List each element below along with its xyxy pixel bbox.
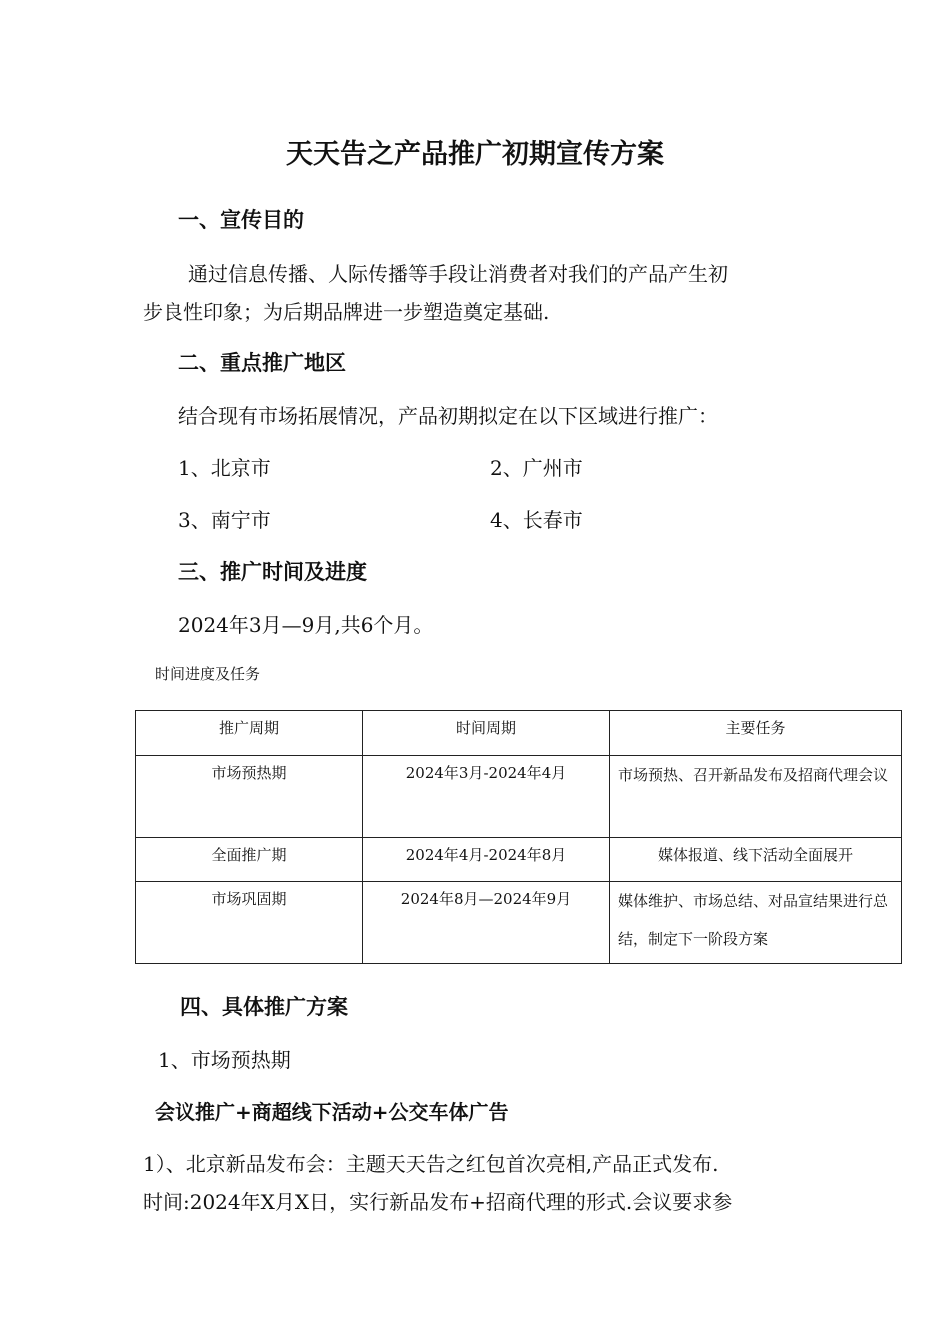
plan-bold-line: 会议推广+商超线下活动+公交车体广告 [155,1100,509,1124]
table-header-row [136,711,902,756]
purpose-paragraph-line1: 通过信息传播、人际传播等手段让消费者对我们的产品产生初 [188,262,728,286]
table-cell: 2024年4月-2024年8月 [363,838,610,882]
table-row [136,838,902,882]
region-item: 3、南宁市 [178,508,271,532]
table-row [136,756,902,838]
table-row [136,882,902,964]
schedule-period: 2024年3月—9月,共6个月。 [178,613,434,637]
region-item: 4、长春市 [490,508,583,532]
document-title: 天天告之产品推广初期宣传方案 [286,139,664,170]
plan-paragraph-line2: 时间:2024年X月X日，实行新品发布+招商代理的形式.会议要求参 [143,1190,733,1214]
section-heading-purpose: 一、宣传目的 [178,207,304,232]
plan-paragraph-line1: 1）、北京新品发布会：主题天天告之红包首次亮相,产品正式发布. [143,1152,719,1176]
region-item: 2、广州市 [490,456,583,480]
table-cell: 全面推广期 [136,838,363,882]
table-cell: 2024年3月-2024年4月 [363,756,610,838]
schedule-table [135,710,902,964]
table-cell: 市场预热期 [136,756,363,838]
table-cell: 市场预热、召开新品发布及招商代理会议 [610,756,902,838]
table-header-cell: 主要任务 [610,711,902,756]
table-header-cell: 时间周期 [363,711,610,756]
table-cell: 媒体报道、线下活动全面展开 [610,838,902,882]
table-caption: 时间进度及任务 [155,665,261,683]
table-cell: 市场巩固期 [136,882,363,964]
section-heading-schedule: 三、推广时间及进度 [178,559,367,584]
plan-subheading: 1、市场预热期 [158,1048,291,1072]
table-cell: 媒体维护、市场总结、对品宣结果进行总结，制定下一阶段方案 [610,882,902,964]
purpose-paragraph-line2: 步良性印象；为后期品牌进一步塑造奠定基础. [143,300,550,324]
region-item: 1、北京市 [178,456,271,480]
table-cell: 2024年8月—2024年9月 [363,882,610,964]
regions-intro: 结合现有市场拓展情况，产品初期拟定在以下区域进行推广： [178,404,718,428]
table-header-cell: 推广周期 [136,711,363,756]
section-heading-plan: 四、具体推广方案 [180,994,348,1019]
section-heading-regions: 二、重点推广地区 [178,350,346,375]
